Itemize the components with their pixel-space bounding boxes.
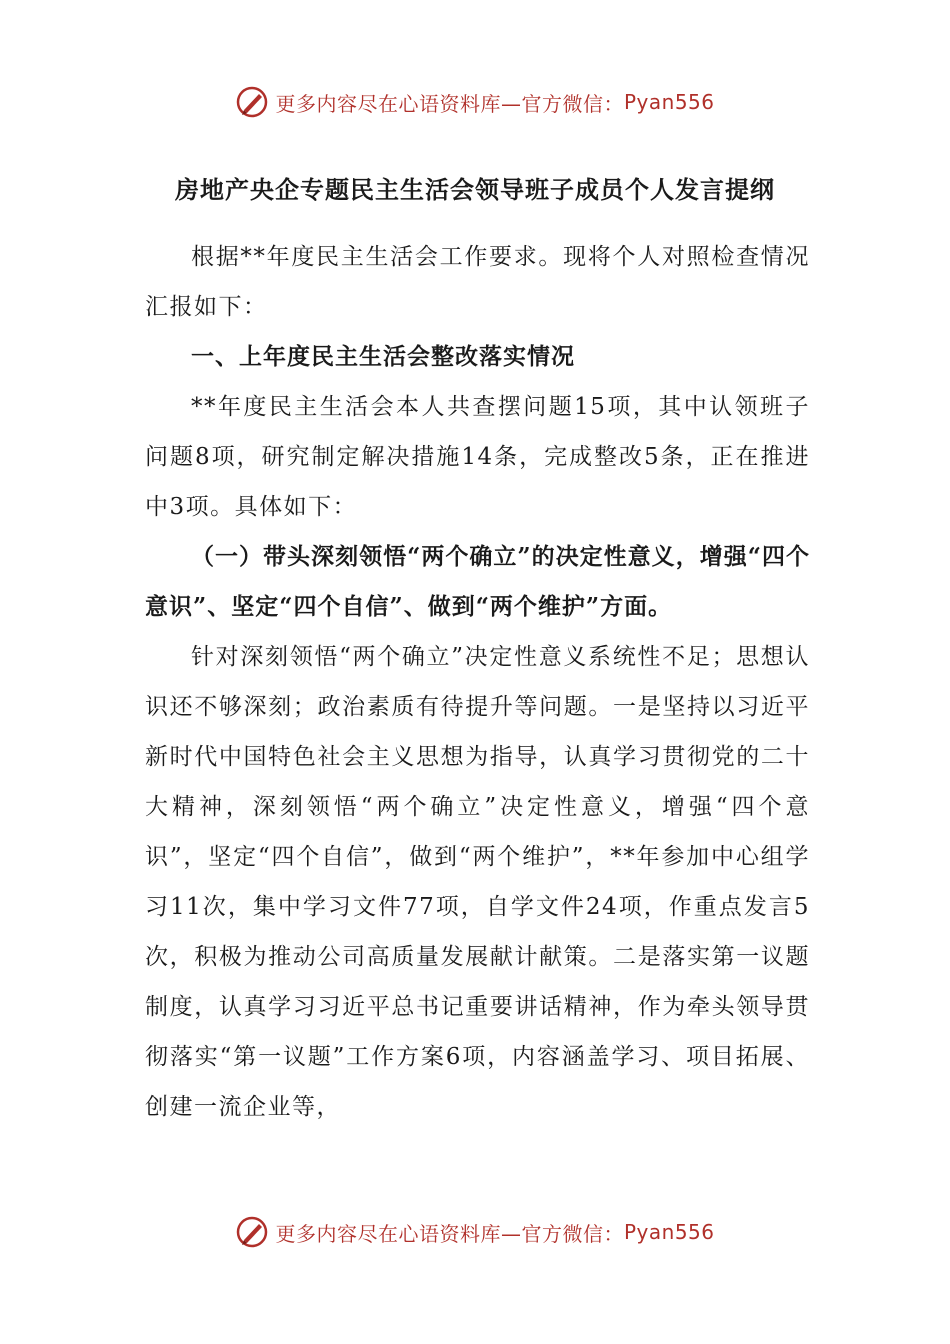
intro-paragraph: 根据**年度民主生活会工作要求。现将个人对照检查情况汇报如下： — [145, 244, 810, 320]
footer-banner-id: Pyan556 — [623, 1220, 715, 1244]
header-banner-text: 更多内容尽在心语资料库—官方微信： — [275, 91, 624, 116]
footer-banner-text: 更多内容尽在心语资料库—官方微信： — [275, 1221, 624, 1246]
pen-logo-icon — [235, 85, 269, 119]
document-body — [145, 232, 810, 1132]
footer-banner — [0, 1210, 950, 1254]
subsection1-heading: （一）带头深刻领悟“两个确立”的决定性意义，增强“四个意识”、坚定“四个自信”、做到“两个维护”方面。 — [145, 543, 810, 620]
header-banner-id: Pyan556 — [623, 90, 715, 114]
subsection1-body: 针对深刻领悟“两个确立”决定性意义系统性不足；思想认识还不够深刻；政治素质有待提升等问题。一是坚持以习近平新时代中国特色社会主义思想为指导，认真学习贯彻党的二十大精神，深刻领悟“两个确立”决定性意义，增强“四个意识”，坚定“四个自信”，做到“两个维护”，**年参加中心组学习11次，集中学习文件77项，自学文件24项，作重点发言5次，积极为推动公司高质量发展献计献策。二是落实第一议题制度，认真学习习近平总书记重要讲话精神，作为牵头领导贯彻落实“第一议题”工作方案6项，内容涵盖学习、项目拓展、创建一流企业等， — [145, 644, 810, 1120]
pen-logo-icon — [235, 1215, 269, 1249]
section1-summary: **年度民主生活会本人共查摆问题15项，其中认领班子问题8项，研究制定解决措施14条，完成整改5条，正在推进中3项。具体如下： — [145, 394, 810, 520]
section1-heading: 一、上年度民主生活会整改落实情况 — [191, 343, 575, 370]
header-banner — [0, 80, 950, 124]
document-title: 房地产央企专题民主生活会领导班子成员个人发言提纲 — [175, 175, 775, 204]
